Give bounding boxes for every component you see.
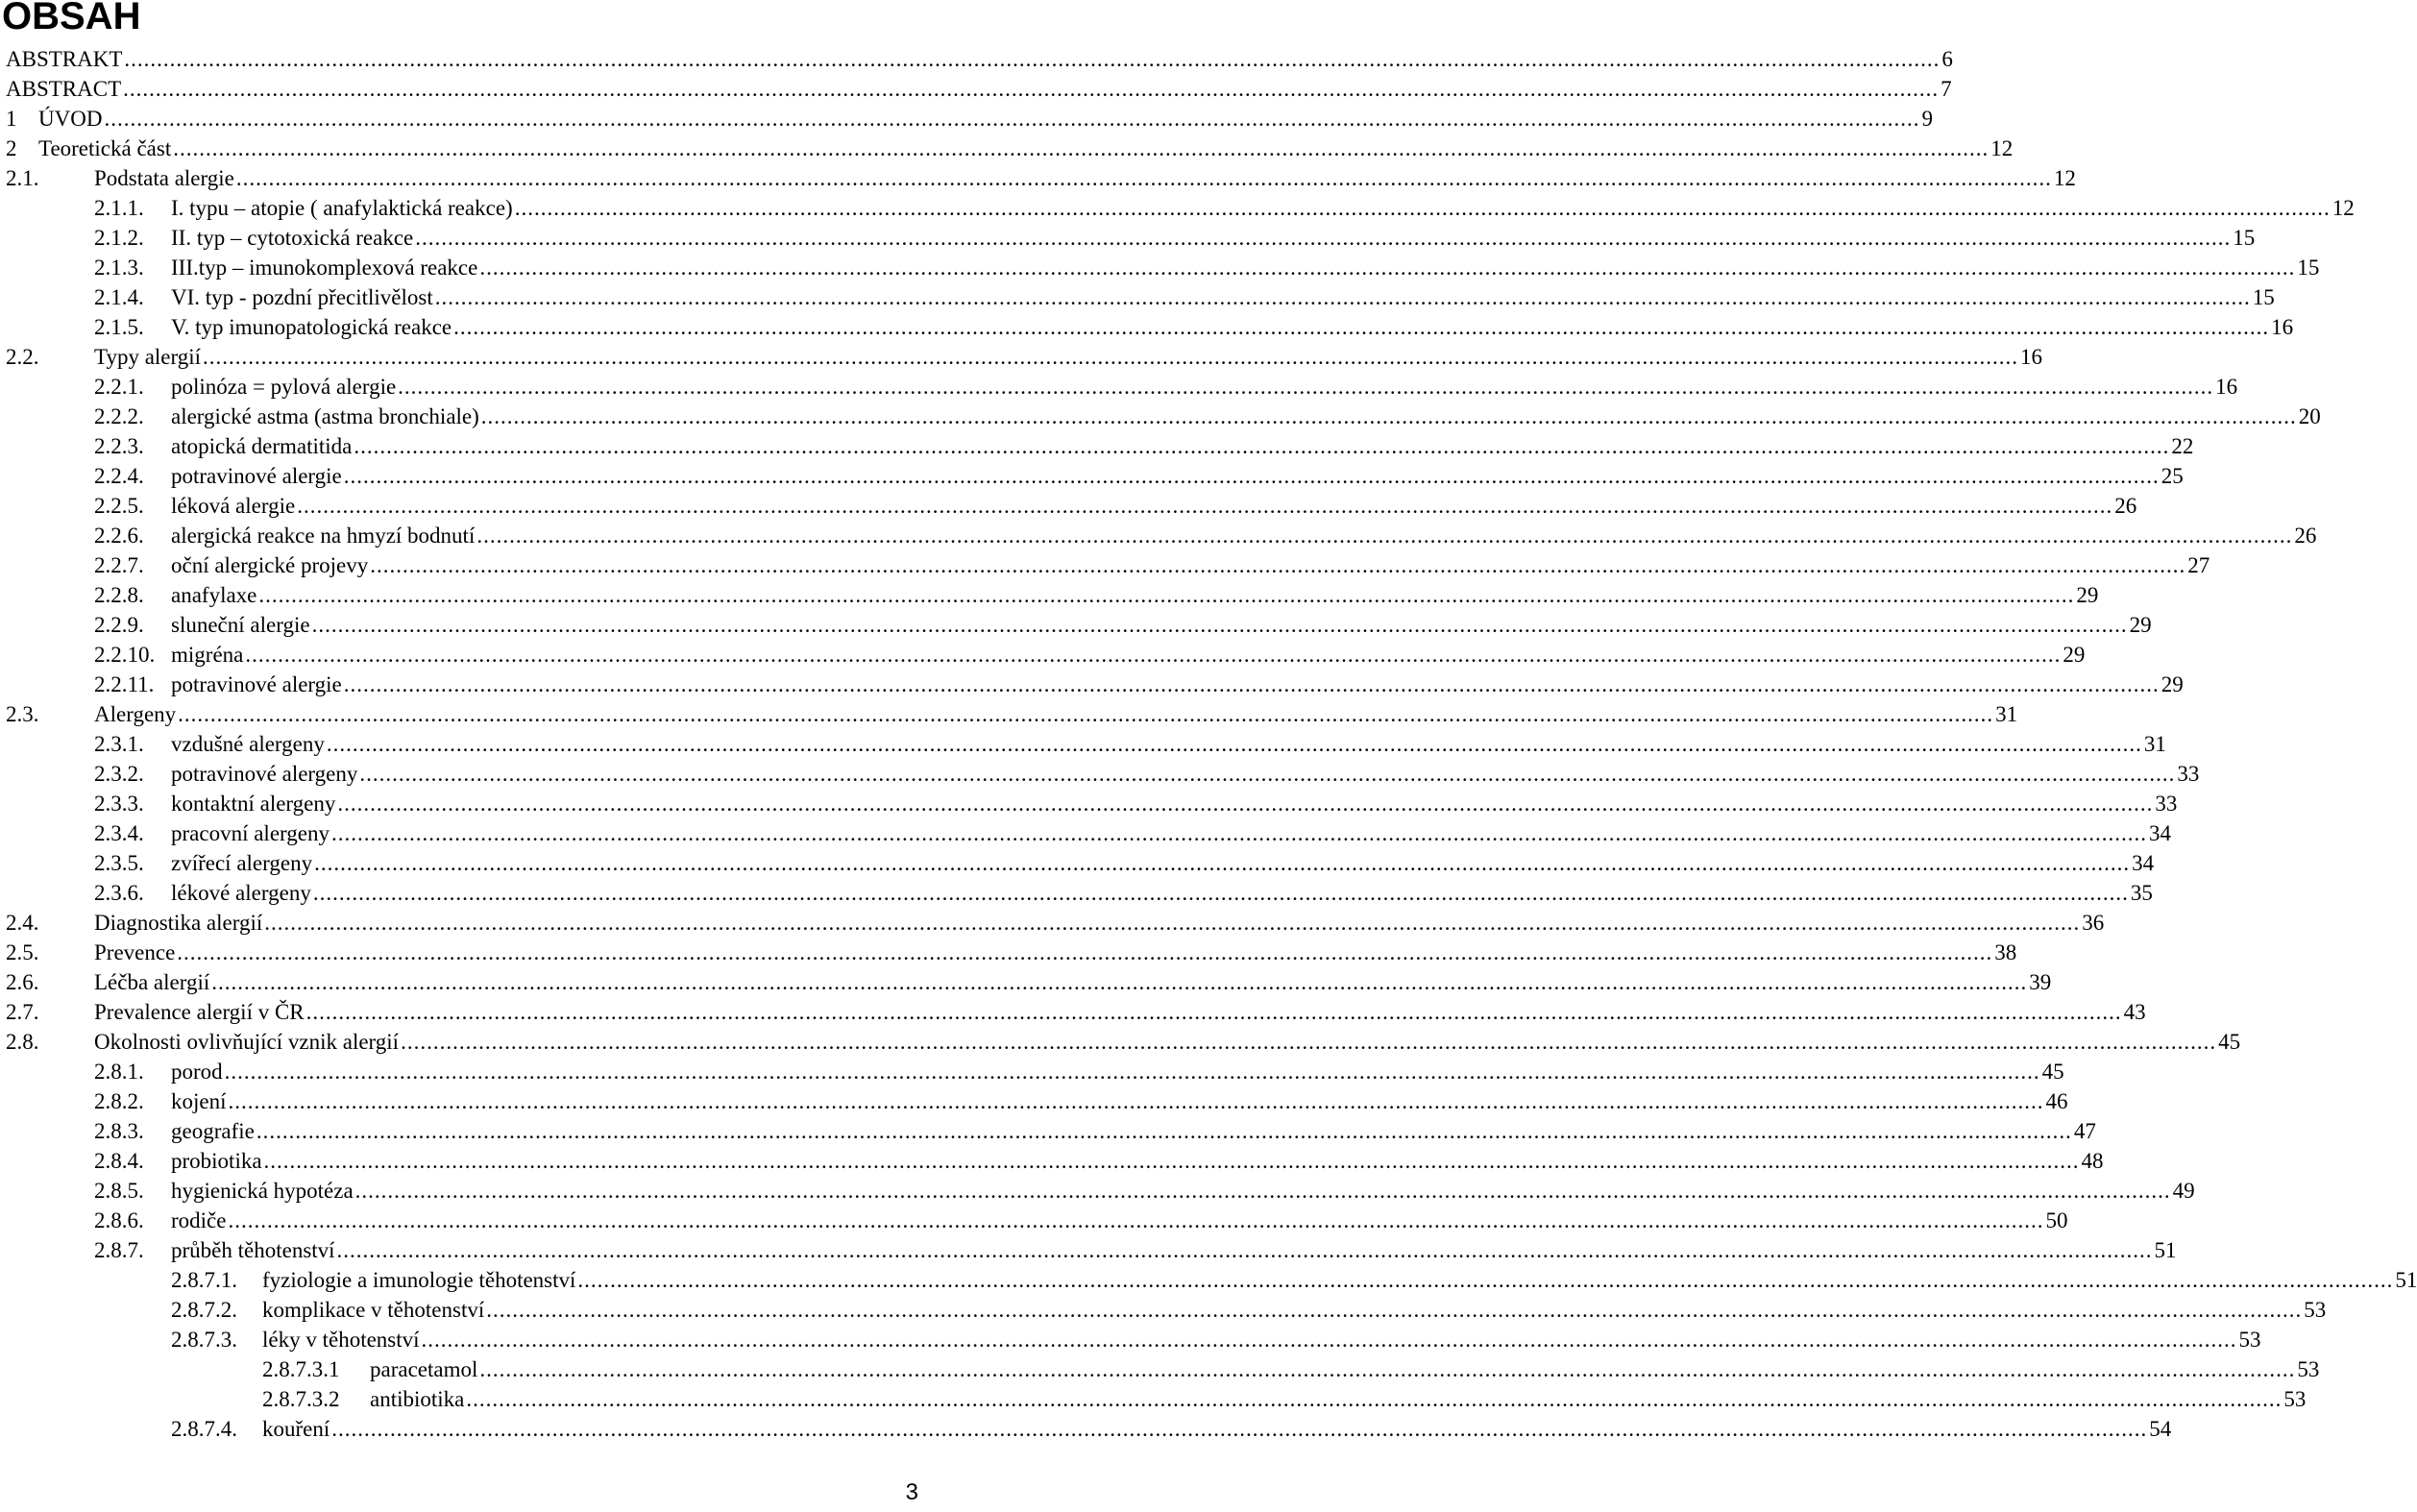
toc-entry-page: 29 xyxy=(2076,583,2099,607)
toc-entry-title: zvířecí alergeny xyxy=(171,851,313,875)
dot-leader xyxy=(245,640,2061,670)
dot-leader xyxy=(479,1354,2295,1384)
toc-entry-number: 2.3.5. xyxy=(94,851,144,875)
toc-entry-title: kouření xyxy=(262,1417,330,1441)
toc-entry-number: 2.1.1. xyxy=(94,196,144,220)
toc-entry[interactable] xyxy=(0,580,2099,610)
dot-leader xyxy=(312,610,2128,640)
toc-entry-title: Léčba alergií xyxy=(94,970,210,994)
toc-entry[interactable] xyxy=(0,699,2018,729)
toc-entry[interactable] xyxy=(0,1295,2327,1325)
toc-entry[interactable] xyxy=(0,521,2317,550)
dot-leader xyxy=(124,44,1940,74)
toc-entry[interactable] xyxy=(0,550,2210,580)
toc-entry-number: 2.3.3. xyxy=(94,792,144,816)
toc-entry[interactable] xyxy=(0,342,2043,372)
toc-entry-number: 2.1.2. xyxy=(94,226,144,250)
dot-leader xyxy=(370,550,2185,580)
page-title: OBSAH xyxy=(2,0,141,37)
toc-entry[interactable] xyxy=(0,1414,2172,1444)
toc-entry-title: Prevalence alergií v ČR xyxy=(94,1000,305,1024)
toc-entry-number: 2.2.6. xyxy=(94,524,144,548)
toc-entry-page: 50 xyxy=(2045,1208,2068,1232)
toc-entry[interactable] xyxy=(0,818,2171,848)
toc-entry-number: 2.2.3. xyxy=(94,434,144,458)
dot-leader xyxy=(264,1146,2080,1176)
toc-entry-page: 16 xyxy=(2020,345,2043,369)
toc-entry[interactable] xyxy=(0,1146,2104,1176)
toc-entry-title: I. typu – atopie ( anafylaktická reakce) xyxy=(171,196,513,220)
dot-leader xyxy=(401,1027,2216,1057)
toc-entry[interactable] xyxy=(0,878,2153,908)
toc-entry-title: Typy alergií xyxy=(94,345,202,369)
toc-entry-number: 2.8.4. xyxy=(94,1149,144,1173)
toc-entry-page: 31 xyxy=(1995,702,2018,726)
dot-leader xyxy=(236,163,2052,193)
toc-entry-number: 1 xyxy=(6,107,17,131)
toc-entry[interactable] xyxy=(0,134,2014,163)
toc-entry-title: ÚVOD xyxy=(38,107,103,131)
toc-entry-number: 2.1. xyxy=(6,166,39,190)
dot-leader xyxy=(577,1265,2393,1295)
dot-leader xyxy=(337,789,2153,818)
toc-entry-page: 51 xyxy=(2395,1268,2417,1292)
toc-entry-number: 2.3.2. xyxy=(94,762,144,786)
dot-leader xyxy=(435,282,2251,312)
toc-entry[interactable] xyxy=(0,1027,2241,1057)
toc-entry-title: polinóza = pylová alergie xyxy=(171,375,397,399)
dot-leader xyxy=(264,908,2080,938)
toc-entry-page: 26 xyxy=(2114,494,2137,518)
toc-entry[interactable] xyxy=(0,282,2275,312)
dot-leader xyxy=(337,1235,2153,1265)
toc-entry-number: 2.2.5. xyxy=(94,494,144,518)
toc-entry-number: 2.8.7.4. xyxy=(171,1417,237,1441)
toc-entry[interactable] xyxy=(0,729,2166,759)
dot-leader xyxy=(211,967,2027,997)
toc-entry-title: Alergeny xyxy=(94,702,177,726)
dot-leader xyxy=(344,670,2160,699)
toc-entry-number: 2.1.4. xyxy=(94,285,144,309)
toc-entry-number: 2.5. xyxy=(6,940,39,964)
toc-entry-title: sluneční alergie xyxy=(171,613,310,637)
toc-entry-page: 53 xyxy=(2238,1328,2261,1352)
toc-entry-title: anafylaxe xyxy=(171,583,257,607)
dot-leader xyxy=(306,997,2122,1027)
toc-entry-number: 2.2.10. xyxy=(94,643,156,667)
toc-entry-page: 7 xyxy=(1941,77,1952,101)
toc-entry-page: 20 xyxy=(2298,404,2321,428)
toc-entry[interactable] xyxy=(0,193,2355,223)
toc-entry-title: oční alergické projevy xyxy=(171,553,369,577)
toc-entry-number: 2.1.3. xyxy=(94,256,144,280)
toc-entry-number: 2.2.1. xyxy=(94,375,144,399)
toc-entry-title: ABSTRACT xyxy=(6,77,122,101)
toc-entry-title: Prevence xyxy=(94,940,176,964)
toc-entry-title: III.typ – imunokomplexová reakce xyxy=(171,256,478,280)
dot-leader xyxy=(331,1414,2147,1444)
toc-entry-title: ABSTRAKT xyxy=(6,47,123,71)
toc-entry-page: 16 xyxy=(2271,315,2294,339)
toc-entry-title: komplikace v těhotenství xyxy=(262,1298,485,1322)
dot-leader xyxy=(486,1295,2302,1325)
toc-entry-number: 2.8.3. xyxy=(94,1119,144,1143)
toc-entry-page: 29 xyxy=(2161,672,2184,696)
toc-entry-page: 12 xyxy=(2332,196,2355,220)
toc-entry[interactable] xyxy=(0,1384,2307,1414)
toc-entry-number: 2.2.4. xyxy=(94,464,144,488)
dot-leader xyxy=(415,223,2231,253)
dot-leader xyxy=(466,1384,2282,1414)
toc-entry-page: 22 xyxy=(2171,434,2194,458)
dot-leader xyxy=(177,938,1992,967)
dot-leader xyxy=(453,312,2269,342)
dot-leader xyxy=(297,491,2112,521)
toc-entry[interactable] xyxy=(0,610,2152,640)
toc-entry-title: vzdušné alergeny xyxy=(171,732,325,756)
toc-entry-number: 2.8.2. xyxy=(94,1089,144,1113)
toc-entry-page: 43 xyxy=(2123,1000,2146,1024)
toc-entry-number: 2 xyxy=(6,136,17,160)
dot-leader xyxy=(225,1057,2040,1086)
toc-entry-number: 2.4. xyxy=(6,911,39,935)
toc-entry-page: 25 xyxy=(2161,464,2184,488)
toc-entry-page: 49 xyxy=(2172,1179,2195,1203)
dot-leader xyxy=(515,193,2331,223)
toc-entry-title: alergická reakce na hmyzí bodnutí xyxy=(171,524,476,548)
dot-leader xyxy=(422,1325,2237,1354)
toc-entry-number: 2.8.6. xyxy=(94,1208,144,1232)
toc-entry-title: alergické astma (astma bronchiale) xyxy=(171,404,479,428)
toc-entry-page: 15 xyxy=(2297,256,2320,280)
toc-entry[interactable] xyxy=(0,1325,2261,1354)
toc-entry-title: lékové alergeny xyxy=(171,881,311,905)
toc-entry-title: průběh těhotenství xyxy=(171,1238,335,1262)
dot-leader xyxy=(123,74,1939,104)
toc-entry-page: 39 xyxy=(2029,970,2052,994)
toc-entry-title: Teoretická část xyxy=(38,136,172,160)
toc-entry-title: VI. typ - pozdní přecitlivělost xyxy=(171,285,433,309)
toc-entry[interactable] xyxy=(0,848,2155,878)
toc-entry-title: kojení xyxy=(171,1089,227,1113)
toc-entry-page: 6 xyxy=(1941,47,1953,71)
toc-entry[interactable] xyxy=(0,461,2184,491)
toc-entry-number: 2.2.7. xyxy=(94,553,144,577)
toc-entry[interactable] xyxy=(0,908,2105,938)
dot-leader xyxy=(359,759,2175,789)
toc-entry[interactable] xyxy=(0,223,2256,253)
dot-leader xyxy=(203,342,2018,372)
toc-entry-page: 46 xyxy=(2045,1089,2068,1113)
toc-entry-number: 2.2.9. xyxy=(94,613,144,637)
toc-entry-number: 2.2. xyxy=(6,345,39,369)
toc-entry[interactable] xyxy=(0,1176,2195,1206)
toc-entry-number: 2.8.7. xyxy=(94,1238,144,1262)
toc-entry-page: 45 xyxy=(2218,1030,2241,1054)
toc-entry[interactable] xyxy=(0,402,2321,431)
dot-leader xyxy=(256,1116,2072,1146)
dot-leader xyxy=(481,402,2297,431)
toc-entry[interactable] xyxy=(0,967,2052,997)
dot-leader xyxy=(327,729,2142,759)
dot-leader xyxy=(354,431,2169,461)
toc-entry-page: 15 xyxy=(2252,285,2275,309)
dot-leader xyxy=(178,699,1993,729)
toc-entry-page: 12 xyxy=(1990,136,2014,160)
toc-entry[interactable] xyxy=(0,74,1952,104)
toc-entry[interactable] xyxy=(0,640,2086,670)
toc-entry-number: 2.1.5. xyxy=(94,315,144,339)
toc-entry[interactable] xyxy=(0,253,2320,282)
toc-entry-page: 53 xyxy=(2283,1387,2307,1411)
toc-entry-title: hygienická hypotéza xyxy=(171,1179,354,1203)
toc-entry-page: 45 xyxy=(2041,1060,2064,1084)
toc-entry[interactable] xyxy=(0,431,2194,461)
toc-entry-number: 2.3.6. xyxy=(94,881,144,905)
toc-entry-title: Podstata alergie xyxy=(94,166,234,190)
page-number: 3 xyxy=(905,1479,918,1505)
toc-entry[interactable] xyxy=(0,44,1953,74)
toc-entry-page: 35 xyxy=(2130,881,2153,905)
toc-entry[interactable] xyxy=(0,789,2178,818)
dot-leader xyxy=(104,104,1919,134)
toc-entry-title: potravinové alergie xyxy=(171,672,342,696)
toc-entry-title: kontaktní alergeny xyxy=(171,792,336,816)
toc-entry-title: pracovní alergeny xyxy=(171,821,330,845)
toc-entry-page: 31 xyxy=(2143,732,2166,756)
toc-entry-title: Diagnostika alergií xyxy=(94,911,263,935)
toc-entry-title: paracetamol xyxy=(370,1357,478,1381)
toc-entry-number: 2.8. xyxy=(6,1030,39,1054)
toc-entry-number: 2.8.5. xyxy=(94,1179,144,1203)
toc-entry[interactable] xyxy=(0,1057,2064,1086)
toc-entry-title: fyziologie a imunologie těhotenství xyxy=(262,1268,576,1292)
toc-entry[interactable] xyxy=(0,1206,2068,1235)
toc-entry-title: potravinové alergie xyxy=(171,464,342,488)
dot-leader xyxy=(229,1086,2044,1116)
dot-leader xyxy=(228,1206,2043,1235)
toc-entry[interactable] xyxy=(0,312,2294,342)
toc-entry[interactable] xyxy=(0,491,2137,521)
toc-entry-number: 2.2.11. xyxy=(94,672,155,696)
toc-entry[interactable] xyxy=(0,938,2017,967)
toc-entry[interactable] xyxy=(0,104,1933,134)
toc-entry[interactable] xyxy=(0,1235,2177,1265)
toc-entry-title: léky v těhotenství xyxy=(262,1328,420,1352)
toc-entry-title: rodiče xyxy=(171,1208,227,1232)
toc-entry-number: 2.3.4. xyxy=(94,821,144,845)
toc-entry-page: 47 xyxy=(2073,1119,2096,1143)
toc-entry-page: 34 xyxy=(2132,851,2155,875)
toc-entry-number: 2.3.1. xyxy=(94,732,144,756)
toc-entry-title: léková alergie xyxy=(171,494,296,518)
toc-entry-page: 51 xyxy=(2154,1238,2177,1262)
toc-entry-number: 2.6. xyxy=(6,970,39,994)
toc-entry-page: 9 xyxy=(1921,107,1933,131)
toc-entry-title: V. typ imunopatologická reakce xyxy=(171,315,452,339)
toc-entry-page: 27 xyxy=(2187,553,2210,577)
toc-entry-page: 54 xyxy=(2149,1417,2172,1441)
toc-entry-number: 2.8.7.3. xyxy=(171,1328,237,1352)
toc-entry-title: geografie xyxy=(171,1119,255,1143)
toc-entry-page: 48 xyxy=(2081,1149,2104,1173)
dot-leader xyxy=(398,372,2213,402)
toc-entry[interactable] xyxy=(0,1116,2096,1146)
toc-entry[interactable] xyxy=(0,1354,2320,1384)
toc-entry[interactable] xyxy=(0,163,2076,193)
dot-leader xyxy=(314,848,2130,878)
toc-entry-page: 53 xyxy=(2304,1298,2327,1322)
toc-entry-title: migréna xyxy=(171,643,244,667)
toc-entry-page: 33 xyxy=(2155,792,2178,816)
toc-entry-page: 12 xyxy=(2053,166,2076,190)
dot-leader xyxy=(313,878,2129,908)
toc-entry-page: 29 xyxy=(2063,643,2086,667)
toc-entry[interactable] xyxy=(0,372,2238,402)
toc-entry-page: 33 xyxy=(2177,762,2200,786)
toc-entry-page: 29 xyxy=(2129,613,2152,637)
toc-entry-title: II. typ – cytotoxická reakce xyxy=(171,226,414,250)
toc-entry-title: antibiotika xyxy=(370,1387,465,1411)
toc-entry-number: 2.8.1. xyxy=(94,1060,144,1084)
toc-entry-page: 36 xyxy=(2082,911,2105,935)
toc-entry-title: potravinové alergeny xyxy=(171,762,358,786)
toc-entry[interactable] xyxy=(0,997,2146,1027)
dot-leader xyxy=(344,461,2160,491)
toc-entry-title: Okolnosti ovlivňující vznik alergií xyxy=(94,1030,400,1054)
toc-entry-number: 2.8.7.3.2 xyxy=(262,1387,340,1411)
toc-entry-page: 53 xyxy=(2297,1357,2320,1381)
toc-entry-page: 16 xyxy=(2215,375,2238,399)
toc-entry-number: 2.8.7.2. xyxy=(171,1298,237,1322)
dot-leader xyxy=(258,580,2074,610)
toc-entry-title: porod xyxy=(171,1060,223,1084)
toc-entry-number: 2.8.7.1. xyxy=(171,1268,237,1292)
toc-entry-number: 2.2.8. xyxy=(94,583,144,607)
dot-leader xyxy=(173,134,1989,163)
dot-leader xyxy=(331,818,2147,848)
toc-entry-page: 15 xyxy=(2233,226,2256,250)
toc-entry[interactable] xyxy=(0,1265,2417,1295)
toc-entry-page: 34 xyxy=(2148,821,2171,845)
toc-entry-page: 38 xyxy=(1994,940,2017,964)
toc-entry-number: 2.8.7.3.1 xyxy=(262,1357,340,1381)
toc-entry-number: 2.3. xyxy=(6,702,39,726)
toc-entry-number: 2.7. xyxy=(6,1000,39,1024)
toc-entry-page: 26 xyxy=(2294,524,2317,548)
dot-leader xyxy=(479,253,2295,282)
dot-leader xyxy=(476,521,2292,550)
toc-entry[interactable] xyxy=(0,759,2200,789)
toc-entry[interactable] xyxy=(0,1086,2068,1116)
toc-entry-number: 2.2.2. xyxy=(94,404,144,428)
toc-entry-title: probiotika xyxy=(171,1149,262,1173)
toc-entry[interactable] xyxy=(0,670,2184,699)
toc-entry-title: atopická dermatitida xyxy=(171,434,353,458)
dot-leader xyxy=(355,1176,2171,1206)
